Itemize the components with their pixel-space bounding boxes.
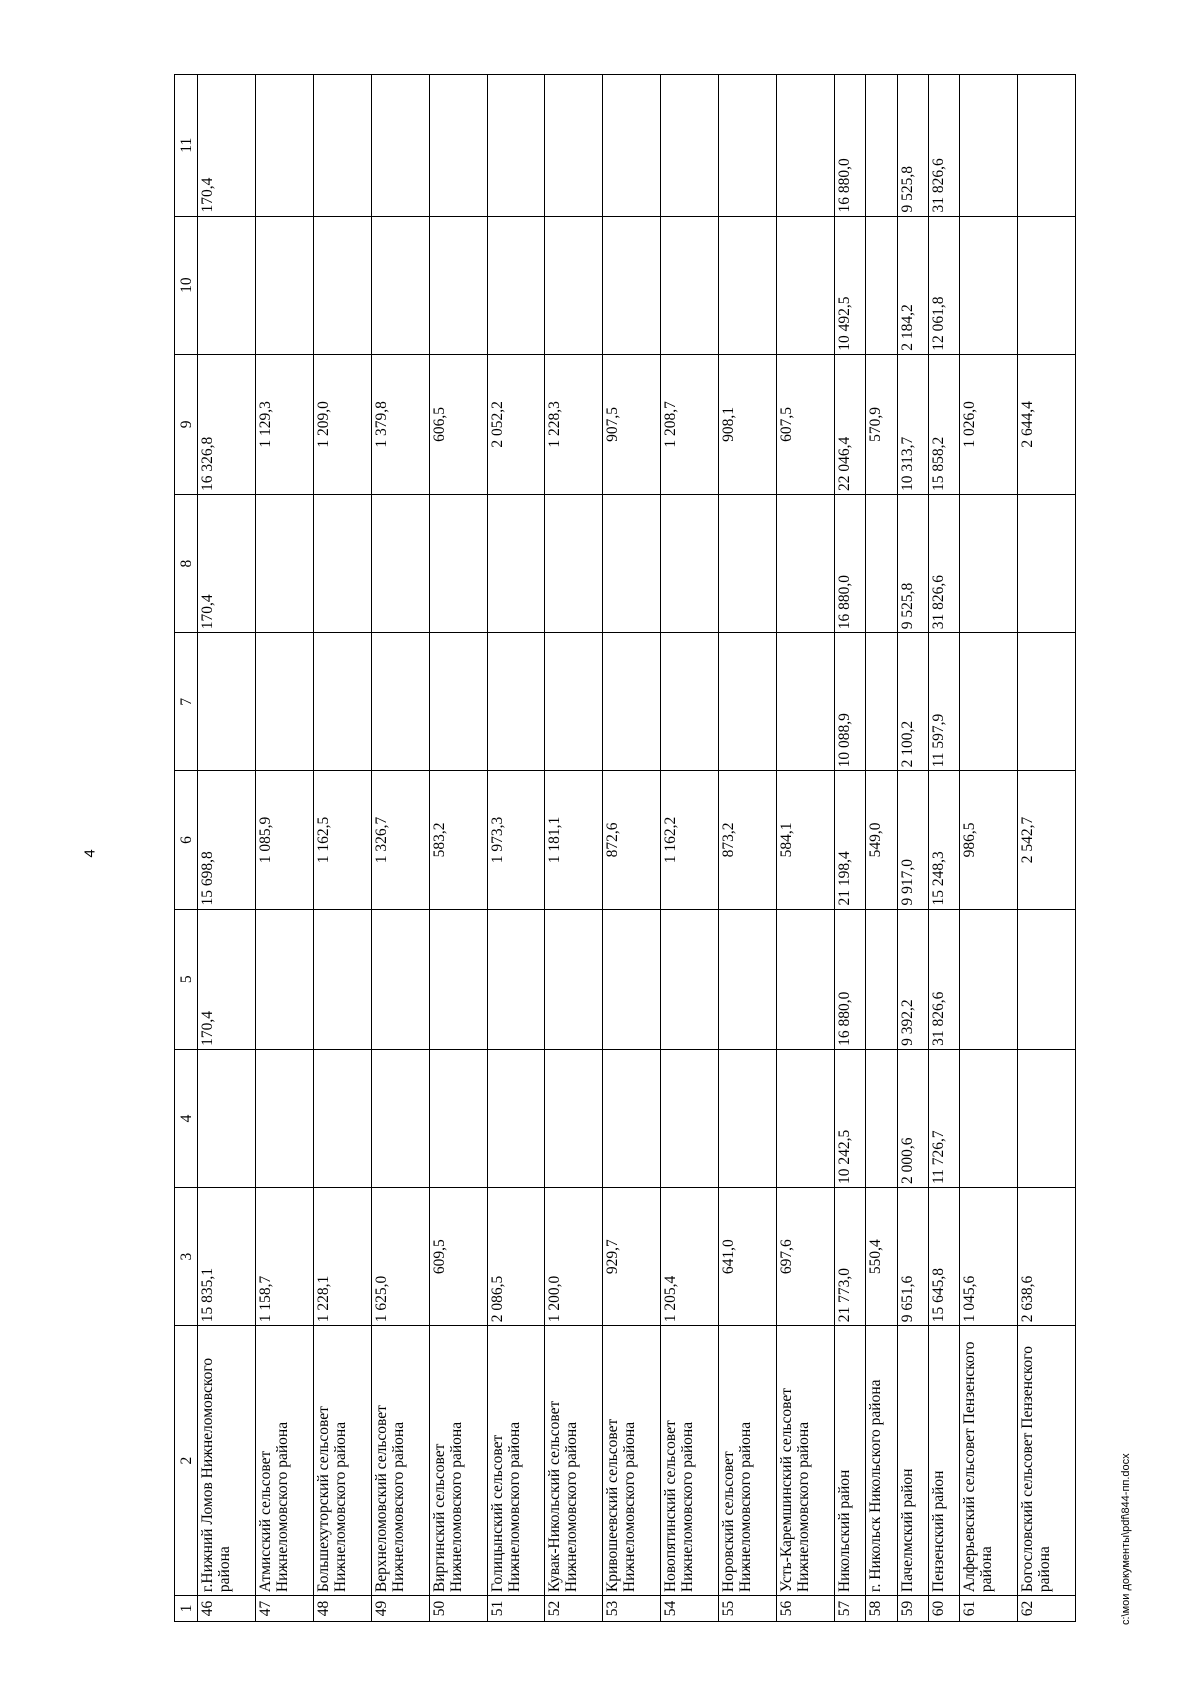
cell-col-5 <box>487 909 545 1049</box>
cell-col-9: 570,9 <box>866 354 897 494</box>
table-row <box>928 75 959 1622</box>
cell-col-6: 1 085,9 <box>255 771 313 909</box>
column-header-5: 5 <box>175 909 198 1049</box>
row-number: 49 <box>371 1596 429 1622</box>
column-header-2: 2 <box>175 1326 198 1596</box>
cell-col-5 <box>255 909 313 1049</box>
cell-col-10 <box>545 216 603 354</box>
row-number: 46 <box>198 1596 256 1622</box>
table-row <box>198 75 256 1622</box>
cell-col-11: 16 880,0 <box>834 75 865 217</box>
cell-col-4 <box>866 1049 897 1187</box>
cell-col-7 <box>545 633 603 771</box>
cell-col-6: 15 248,3 <box>928 771 959 909</box>
cell-col-11 <box>777 75 835 217</box>
cell-col-10 <box>313 216 371 354</box>
cell-col-7 <box>371 633 429 771</box>
cell-col-9: 22 046,4 <box>834 354 865 494</box>
row-number: 60 <box>928 1596 959 1622</box>
cell-col-5 <box>960 909 1018 1049</box>
territory-name: Новопятинский сельсовет Нижнеломовского района <box>661 1326 719 1596</box>
page-number: 4 <box>81 849 99 858</box>
row-number: 51 <box>487 1596 545 1622</box>
cell-col-6: 549,0 <box>866 771 897 909</box>
row-number: 59 <box>897 1596 928 1622</box>
cell-col-5 <box>866 909 897 1049</box>
cell-col-4 <box>1018 1049 1076 1187</box>
cell-col-10 <box>255 216 313 354</box>
cell-col-6: 873,2 <box>719 771 777 909</box>
cell-col-5 <box>661 909 719 1049</box>
territory-name: Кривошеевский сельсовет Нижнеломовского района <box>603 1326 661 1596</box>
cell-col-5 <box>603 909 661 1049</box>
cell-col-3: 15 645,8 <box>928 1188 959 1326</box>
cell-col-4: 10 242,5 <box>834 1049 865 1187</box>
table-row <box>719 75 777 1622</box>
cell-col-4 <box>487 1049 545 1187</box>
column-header-7: 7 <box>175 633 198 771</box>
table-row <box>487 75 545 1622</box>
table-row <box>834 75 865 1622</box>
cell-col-7 <box>1018 633 1076 771</box>
table-row <box>1018 75 1076 1622</box>
cell-col-10: 2 184,2 <box>897 216 928 354</box>
cell-col-3: 1 625,0 <box>371 1188 429 1326</box>
cell-col-11 <box>661 75 719 217</box>
cell-col-7 <box>198 633 256 771</box>
cell-col-5 <box>719 909 777 1049</box>
territory-name: Норовский сельсовет Нижнеломовского района <box>719 1326 777 1596</box>
row-number: 57 <box>834 1596 865 1622</box>
cell-col-7 <box>960 633 1018 771</box>
territory-name: Богословский сельсовет Пензенского района <box>1018 1326 1076 1596</box>
column-header-1: 1 <box>175 1596 198 1622</box>
table-row <box>960 75 1018 1622</box>
cell-col-9: 907,5 <box>603 354 661 494</box>
cell-col-3: 1 200,0 <box>545 1188 603 1326</box>
row-number: 55 <box>719 1596 777 1622</box>
cell-col-5 <box>777 909 835 1049</box>
territory-name: Пачелмский район <box>897 1326 928 1596</box>
row-number: 50 <box>429 1596 487 1622</box>
cell-col-5 <box>545 909 603 1049</box>
cell-col-3: 2 086,5 <box>487 1188 545 1326</box>
cell-col-10 <box>866 216 897 354</box>
cell-col-9: 1 208,7 <box>661 354 719 494</box>
cell-col-10 <box>960 216 1018 354</box>
cell-col-4 <box>313 1049 371 1187</box>
cell-col-5 <box>371 909 429 1049</box>
cell-col-3: 929,7 <box>603 1188 661 1326</box>
territory-name: Верхнеломовский сельсовет Нижнеломовского района <box>371 1326 429 1596</box>
column-header-6: 6 <box>175 771 198 909</box>
row-number: 53 <box>603 1596 661 1622</box>
cell-col-3: 15 835,1 <box>198 1188 256 1326</box>
cell-col-7 <box>313 633 371 771</box>
cell-col-11 <box>719 75 777 217</box>
cell-col-4: 2 000,6 <box>897 1049 928 1187</box>
cell-col-11 <box>371 75 429 217</box>
territory-name: Кувак-Никольский сельсовет Нижнеломовского района <box>545 1326 603 1596</box>
cell-col-6: 1 326,7 <box>371 771 429 909</box>
cell-col-8 <box>545 495 603 633</box>
cell-col-3: 1 045,6 <box>960 1188 1018 1326</box>
table-row <box>371 75 429 1622</box>
cell-col-11 <box>313 75 371 217</box>
cell-col-6: 584,1 <box>777 771 835 909</box>
cell-col-6: 1 162,5 <box>313 771 371 909</box>
row-number: 52 <box>545 1596 603 1622</box>
cell-col-8 <box>603 495 661 633</box>
cell-col-7: 11 597,9 <box>928 633 959 771</box>
territory-name: Большехуторский сельсовет Нижнеломовского района <box>313 1326 371 1596</box>
table-row <box>429 75 487 1622</box>
row-number: 48 <box>313 1596 371 1622</box>
column-header-8: 8 <box>175 495 198 633</box>
cell-col-6: 1 181,1 <box>545 771 603 909</box>
cell-col-3: 1 158,7 <box>255 1188 313 1326</box>
cell-col-4 <box>255 1049 313 1187</box>
cell-col-4 <box>603 1049 661 1187</box>
budget-table <box>174 74 1076 1622</box>
table-row <box>255 75 313 1622</box>
cell-col-10: 10 492,5 <box>834 216 865 354</box>
cell-col-9: 10 313,7 <box>897 354 928 494</box>
cell-col-7 <box>866 633 897 771</box>
cell-col-7 <box>661 633 719 771</box>
cell-col-6: 21 198,4 <box>834 771 865 909</box>
cell-col-8 <box>777 495 835 633</box>
cell-col-9: 908,1 <box>719 354 777 494</box>
cell-col-7: 10 088,9 <box>834 633 865 771</box>
column-header-3: 3 <box>175 1188 198 1326</box>
cell-col-4 <box>719 1049 777 1187</box>
cell-col-9: 16 326,8 <box>198 354 256 494</box>
cell-col-7: 2 100,2 <box>897 633 928 771</box>
cell-col-3: 21 773,0 <box>834 1188 865 1326</box>
cell-col-9: 2 052,2 <box>487 354 545 494</box>
cell-col-8 <box>719 495 777 633</box>
cell-col-6: 583,2 <box>429 771 487 909</box>
cell-col-9: 607,5 <box>777 354 835 494</box>
rotated-table-frame <box>174 74 1076 1622</box>
cell-col-4 <box>371 1049 429 1187</box>
cell-col-10 <box>198 216 256 354</box>
cell-col-11: 31 826,6 <box>928 75 959 217</box>
territory-name: г.Нижний Ломов Нижнеломовского района <box>198 1326 256 1596</box>
row-number: 54 <box>661 1596 719 1622</box>
table-row <box>603 75 661 1622</box>
cell-col-11: 9 525,8 <box>897 75 928 217</box>
cell-col-4 <box>777 1049 835 1187</box>
cell-col-5 <box>313 909 371 1049</box>
column-header-10: 10 <box>175 216 198 354</box>
cell-col-9: 606,5 <box>429 354 487 494</box>
cell-col-10 <box>371 216 429 354</box>
row-number: 62 <box>1018 1596 1076 1622</box>
cell-col-5 <box>429 909 487 1049</box>
cell-col-10 <box>1018 216 1076 354</box>
cell-col-4 <box>960 1049 1018 1187</box>
cell-col-7 <box>429 633 487 771</box>
cell-col-9: 1 209,0 <box>313 354 371 494</box>
cell-col-10: 12 061,8 <box>928 216 959 354</box>
cell-col-5: 31 826,6 <box>928 909 959 1049</box>
cell-col-7 <box>719 633 777 771</box>
cell-col-10 <box>661 216 719 354</box>
cell-col-10 <box>603 216 661 354</box>
row-number: 61 <box>960 1596 1018 1622</box>
cell-col-7 <box>255 633 313 771</box>
cell-col-9: 1 228,3 <box>545 354 603 494</box>
table-row <box>866 75 897 1622</box>
cell-col-3: 1 228,1 <box>313 1188 371 1326</box>
cell-col-11 <box>545 75 603 217</box>
table-row <box>897 75 928 1622</box>
cell-col-9: 1 379,8 <box>371 354 429 494</box>
cell-col-4 <box>545 1049 603 1187</box>
cell-col-3: 1 205,4 <box>661 1188 719 1326</box>
cell-col-5: 170,4 <box>198 909 256 1049</box>
cell-col-6: 9 917,0 <box>897 771 928 909</box>
cell-col-6: 2 542,7 <box>1018 771 1076 909</box>
cell-col-5 <box>1018 909 1076 1049</box>
table-header-row <box>175 75 198 1622</box>
cell-col-11 <box>866 75 897 217</box>
cell-col-7 <box>487 633 545 771</box>
territory-name: Голицынский сельсовет Нижнеломовского района <box>487 1326 545 1596</box>
territory-name: г. Никольск Никольского района <box>866 1326 897 1596</box>
cell-col-8 <box>371 495 429 633</box>
cell-col-6: 15 698,8 <box>198 771 256 909</box>
cell-col-3: 609,5 <box>429 1188 487 1326</box>
cell-col-3: 641,0 <box>719 1188 777 1326</box>
cell-col-3: 697,6 <box>777 1188 835 1326</box>
cell-col-10 <box>487 216 545 354</box>
row-number: 56 <box>777 1596 835 1622</box>
cell-col-9: 15 858,2 <box>928 354 959 494</box>
row-number: 47 <box>255 1596 313 1622</box>
row-number: 58 <box>866 1596 897 1622</box>
cell-col-5: 9 392,2 <box>897 909 928 1049</box>
cell-col-3: 2 638,6 <box>1018 1188 1076 1326</box>
cell-col-8 <box>1018 495 1076 633</box>
table-row <box>777 75 835 1622</box>
territory-name: Никольский район <box>834 1326 865 1596</box>
cell-col-4: 11 726,7 <box>928 1049 959 1187</box>
cell-col-3: 9 651,6 <box>897 1188 928 1326</box>
territory-name: Атмисский сельсовет Нижнеломовского района <box>255 1326 313 1596</box>
cell-col-10 <box>777 216 835 354</box>
cell-col-11: 170,4 <box>198 75 256 217</box>
territory-name: Алферьевский сельсовет Пензенского района <box>960 1326 1018 1596</box>
table-row <box>545 75 603 1622</box>
cell-col-8 <box>866 495 897 633</box>
cell-col-8 <box>313 495 371 633</box>
cell-col-8 <box>487 495 545 633</box>
cell-col-6: 986,5 <box>960 771 1018 909</box>
cell-col-11 <box>487 75 545 217</box>
cell-col-4 <box>198 1049 256 1187</box>
cell-col-11 <box>960 75 1018 217</box>
column-header-9: 9 <box>175 354 198 494</box>
cell-col-8 <box>960 495 1018 633</box>
cell-col-11 <box>255 75 313 217</box>
cell-col-6: 872,6 <box>603 771 661 909</box>
cell-col-9: 2 644,4 <box>1018 354 1076 494</box>
cell-col-8: 9 525,8 <box>897 495 928 633</box>
cell-col-8: 16 880,0 <box>834 495 865 633</box>
cell-col-8 <box>429 495 487 633</box>
cell-col-8: 31 826,6 <box>928 495 959 633</box>
territory-name: Пензенский район <box>928 1326 959 1596</box>
column-header-4: 4 <box>175 1049 198 1187</box>
table-row <box>313 75 371 1622</box>
cell-col-4 <box>429 1049 487 1187</box>
column-header-11: 11 <box>175 75 198 217</box>
footer-file-path: c:\мои документы\pdf\844-пп.docx <box>1120 1453 1132 1625</box>
territory-name: Усть-Каремшинский сельсовет Нижнеломовского района <box>777 1326 835 1596</box>
cell-col-9: 1 129,3 <box>255 354 313 494</box>
cell-col-3: 550,4 <box>866 1188 897 1326</box>
cell-col-6: 1 162,2 <box>661 771 719 909</box>
cell-col-4 <box>661 1049 719 1187</box>
cell-col-9: 1 026,0 <box>960 354 1018 494</box>
cell-col-11 <box>429 75 487 217</box>
cell-col-6: 1 973,3 <box>487 771 545 909</box>
cell-col-8: 170,4 <box>198 495 256 633</box>
cell-col-5: 16 880,0 <box>834 909 865 1049</box>
cell-col-11 <box>1018 75 1076 217</box>
cell-col-7 <box>777 633 835 771</box>
cell-col-10 <box>429 216 487 354</box>
cell-col-7 <box>603 633 661 771</box>
cell-col-8 <box>255 495 313 633</box>
territory-name: Виргинский сельсовет Нижнеломовского района <box>429 1326 487 1596</box>
cell-col-11 <box>603 75 661 217</box>
table-row <box>661 75 719 1622</box>
cell-col-10 <box>719 216 777 354</box>
cell-col-8 <box>661 495 719 633</box>
